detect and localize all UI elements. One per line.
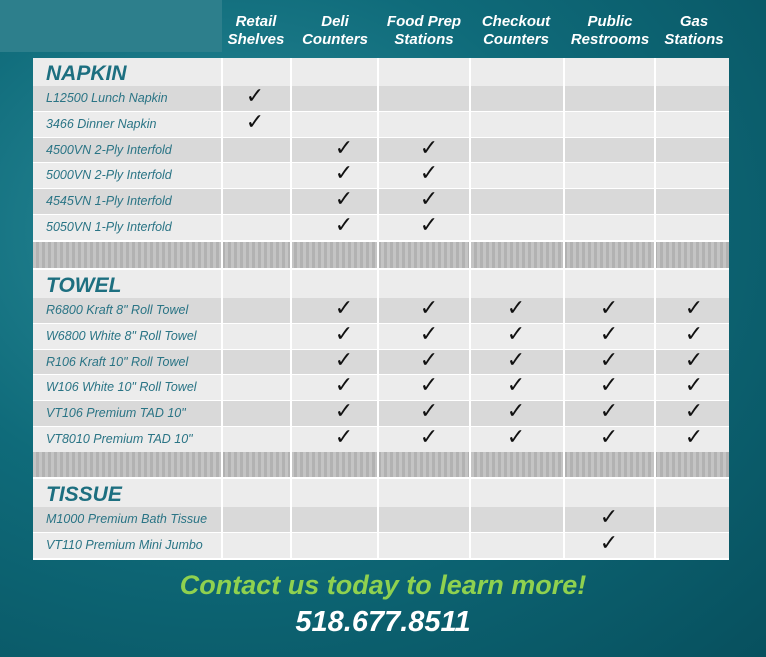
product-name: R6800 Kraft 8" Roll Towel <box>46 303 189 317</box>
check-mark-icon: ✓ <box>419 399 439 425</box>
check-mark-icon: ✓ <box>506 347 526 373</box>
check-mark-icon: ✓ <box>334 187 354 213</box>
check-mark-icon: ✓ <box>419 187 439 213</box>
check-mark-icon: ✓ <box>684 321 704 347</box>
check-mark-icon: ✓ <box>334 425 354 450</box>
column-divider <box>377 58 379 560</box>
column-header-checkout-counters: Checkout Counters <box>481 13 551 48</box>
check-mark-icon: ✓ <box>506 373 526 399</box>
section-title-napkin: NAPKIN <box>46 62 127 85</box>
product-name: VT8010 Premium TAD 10" <box>46 432 193 446</box>
check-mark-icon: ✓ <box>506 321 526 347</box>
section-header-row <box>33 479 729 507</box>
check-mark-icon: ✓ <box>684 425 704 450</box>
check-mark-icon: ✓ <box>599 425 619 450</box>
section-title-towel: TOWEL <box>46 274 122 297</box>
section-header-row <box>33 58 729 86</box>
product-name: 4545VN 1-Ply Interfold <box>46 194 172 209</box>
section-divider-band <box>33 242 729 268</box>
column-header-deli-counters: Deli Counters <box>302 13 368 48</box>
check-mark-icon: ✓ <box>334 399 354 425</box>
check-mark-icon: ✓ <box>506 399 526 425</box>
check-mark-icon: ✓ <box>419 373 439 399</box>
column-header-row <box>0 0 766 56</box>
product-name: W6800 White 8" Roll Towel <box>46 328 197 343</box>
product-name: 4500VN 2-Ply Interfold <box>46 142 172 157</box>
check-mark-icon: ✓ <box>599 373 619 399</box>
check-mark-icon: ✓ <box>419 213 439 238</box>
check-mark-icon: ✓ <box>334 161 354 187</box>
check-mark-icon: ✓ <box>684 373 704 399</box>
contact-call-to-action: Contact us today to learn more! <box>179 570 587 600</box>
check-mark-icon: ✓ <box>684 347 704 373</box>
column-divider <box>469 58 471 560</box>
product-name: M1000 Premium Bath Tissue <box>46 512 208 526</box>
column-header-food-prep-stations: Food Prep Stations <box>386 13 462 48</box>
check-mark-icon: ✓ <box>334 373 354 399</box>
check-mark-icon: ✓ <box>599 399 619 425</box>
check-mark-icon: ✓ <box>334 135 354 161</box>
check-mark-icon: ✓ <box>684 399 704 425</box>
product-name: R106 Kraft 10" Roll Towel <box>46 354 189 369</box>
column-divider <box>654 58 656 560</box>
check-mark-icon: ✓ <box>599 347 619 373</box>
product-name: W106 White 10" Roll Towel <box>46 380 197 395</box>
check-mark-icon: ✓ <box>599 296 619 321</box>
check-mark-icon: ✓ <box>334 296 354 321</box>
product-name: VT110 Premium Mini Jumbo <box>46 537 203 552</box>
check-mark-icon: ✓ <box>245 109 265 135</box>
column-divider <box>290 58 292 560</box>
column-divider <box>563 58 565 560</box>
check-mark-icon: ✓ <box>599 530 619 556</box>
check-mark-icon: ✓ <box>419 321 439 347</box>
check-mark-icon: ✓ <box>599 321 619 347</box>
phone-number: 518.677.8511 <box>295 606 471 638</box>
check-mark-icon: ✓ <box>334 347 354 373</box>
check-mark-icon: ✓ <box>419 135 439 161</box>
column-divider <box>221 58 223 560</box>
column-header-gas-stations: Gas Stations <box>664 13 724 48</box>
check-mark-icon: ✓ <box>599 505 619 530</box>
product-name: VT106 Premium TAD 10" <box>46 406 186 421</box>
product-name: L12500 Lunch Napkin <box>46 91 168 105</box>
check-mark-icon: ✓ <box>419 296 439 321</box>
check-mark-icon: ✓ <box>419 425 439 450</box>
product-name: 5050VN 1-Ply Interfold <box>46 220 172 234</box>
check-mark-icon: ✓ <box>419 347 439 373</box>
check-mark-icon: ✓ <box>506 296 526 321</box>
check-mark-icon: ✓ <box>334 213 354 238</box>
check-mark-icon: ✓ <box>506 425 526 450</box>
check-mark-icon: ✓ <box>334 321 354 347</box>
check-mark-icon: ✓ <box>419 161 439 187</box>
section-header-row <box>33 270 729 298</box>
check-mark-icon: ✓ <box>245 84 265 109</box>
column-header-retail-shelves: Retail Shelves <box>227 13 285 48</box>
product-usage-table <box>33 58 729 560</box>
product-name: 3466 Dinner Napkin <box>46 116 157 131</box>
section-title-tissue: TISSUE <box>46 483 122 506</box>
column-header-public-restrooms: Public Restrooms <box>570 13 650 48</box>
check-mark-icon: ✓ <box>684 296 704 321</box>
section-divider-band <box>33 451 729 477</box>
product-name: 5000VN 2-Ply Interfold <box>46 168 172 183</box>
